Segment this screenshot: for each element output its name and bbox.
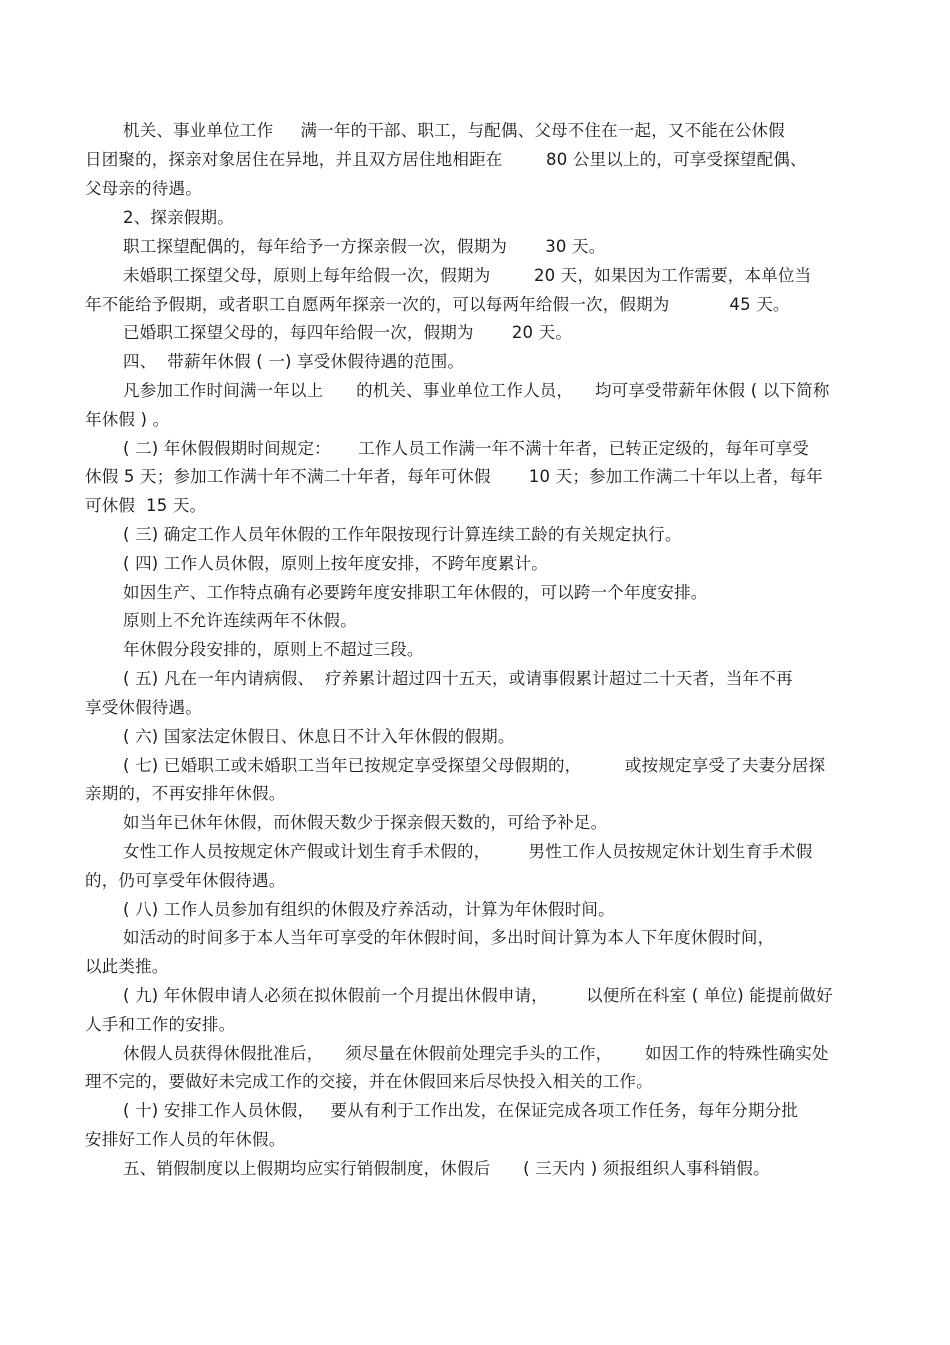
- text-line: ( 四) 工作人员休假，原则上按年度安排，不跨年度累计。: [123, 554, 548, 573]
- text-line: 的，仍可享受年休假待遇。: [85, 871, 286, 890]
- text-line: ( 七) 已婚职工或未婚职工当年已按规定享受探望父母假期的， 或按规定享受了夫妻分居探: [123, 756, 826, 775]
- text-line: 2、探亲假期。: [123, 208, 234, 227]
- text-line: 可休假 15 天。: [85, 496, 207, 515]
- text-line: ( 三) 确定工作人员年休假的工作年限按现行计算连续工龄的有关规定执行。: [123, 525, 682, 544]
- text-line: 如因生产、工作特点确有必要跨年度安排职工年休假的，可以跨一个年度安排。: [123, 583, 708, 602]
- text-line: ( 五) 凡在一年内请病假、 疗养累计超过四十五天，或请事假累计超过二十天者，当年不再: [123, 669, 793, 688]
- text-line: 原则上不允许连续两年不休假。: [123, 611, 357, 630]
- text-line: ( 六) 国家法定休假日、休息日不计入年休假的假期。: [123, 727, 515, 746]
- text-line: 安排好工作人员的年休假。: [85, 1130, 286, 1149]
- text-line: 四、 带薪年休假 ( 一) 享受休假待遇的范围。: [123, 352, 465, 371]
- text-line: 凡参加工作时间满一年以上 的机关、事业单位工作人员， 均可享受带薪年休假 ( 以下简称: [123, 381, 830, 400]
- text-line: ( 十) 安排工作人员休假， 要从有利于工作出发，在保证完成各项工作任务，每年分期分批: [123, 1101, 799, 1120]
- text-line: 年不能给予假期，或者职工自愿两年探亲一次的，可以每两年给假一次，假期为 45 天。: [85, 295, 790, 314]
- text-line: 父母亲的待遇。: [85, 179, 202, 198]
- text-line: 女性工作人员按规定休产假或计划生育手术假的， 男性工作人员按规定休计划生育手术假: [123, 842, 813, 861]
- text-line: 亲期的，不再安排年休假。: [85, 784, 286, 803]
- text-line: 休假 5 天；参加工作满十年不满二十年者，每年可休假 10 天；参加工作满二十年以上者，每年: [85, 467, 823, 486]
- text-line: ( 九) 年休假申请人必须在拟休假前一个月提出休假申请， 以便所在科室 ( 单位) 能提前做好: [123, 986, 833, 1005]
- text-line: 五、销假制度以上假期均应实行销假制度，休假后 ( 三天内 ) 须报组织人事科销假。: [123, 1159, 770, 1178]
- text-line: 享受休假待遇。: [85, 698, 202, 717]
- text-line: 年休假分段安排的，原则上不超过三段。: [123, 640, 424, 659]
- text-line: ( 八) 工作人员参加有组织的休假及疗养活动，计算为年休假时间。: [123, 900, 615, 919]
- text-line: 理不完的，要做好未完成工作的交接，并在休假回来后尽快投入相关的工作。: [85, 1072, 653, 1091]
- text-line: 日团聚的，探亲对象居住在异地，并且双方居住地相距在 80 公里以上的，可享受探望配偶、: [85, 150, 807, 169]
- text-line: 以此类推。: [85, 957, 169, 976]
- text-line: 未婚职工探望父母，原则上每年给假一次，假期为 20 天，如果因为工作需要，本单位当: [123, 266, 812, 285]
- text-line: 年休假 ) 。: [85, 410, 170, 429]
- text-line: 人手和工作的安排。: [85, 1015, 236, 1034]
- text-line: 已婚职工探望父母的，每四年给假一次，假期为 20 天。: [123, 323, 573, 342]
- text-line: 休假人员获得休假批准后， 须尽量在休假前处理完手头的工作， 如因工作的特殊性确实处: [123, 1044, 829, 1063]
- text-line: 职工探望配偶的，每年给予一方探亲假一次，假期为 30 天。: [123, 237, 606, 256]
- text-line: 机关、事业单位工作 满一年的干部、职工，与配偶、父母不住在一起，又不能在公休假: [123, 121, 785, 140]
- text-line: 如活动的时间多于本人当年可享受的年休假时间，多出时间计算为本人下年度休假时间，: [123, 928, 775, 947]
- text-line: ( 二) 年休假假期时间规定： 工作人员工作满一年不满十年者，已转正定级的，每年可享受: [123, 439, 809, 458]
- text-line: 如当年已休年休假，而休假天数少于探亲假天数的，可给予补足。: [123, 813, 608, 832]
